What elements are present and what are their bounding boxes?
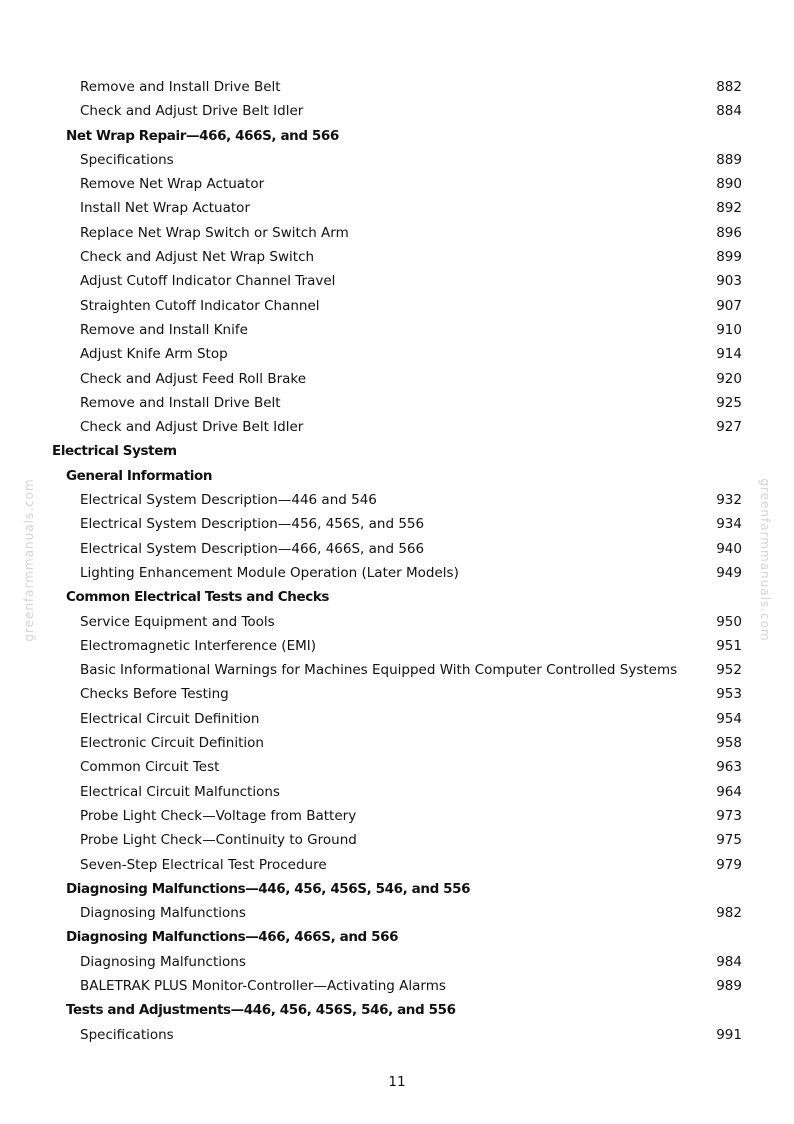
toc-entry[interactable]: [0, 853, 794, 877]
toc-entry-title: Checks Before Testing: [80, 686, 229, 703]
toc-entry[interactable]: [0, 682, 794, 706]
toc-entry-title: Diagnosing Malfunctions—446, 456, 456S, 546, and 556: [66, 880, 471, 897]
toc-entry[interactable]: [0, 148, 794, 172]
toc-entry-page-number: 953: [716, 686, 742, 703]
toc-entry[interactable]: [0, 804, 794, 828]
toc-entry[interactable]: [0, 828, 794, 852]
toc-entry[interactable]: [0, 634, 794, 658]
toc-entry-title: Electrical System Description—446 and 546: [80, 492, 377, 509]
toc-entry-title: Electrical Circuit Malfunctions: [80, 783, 280, 800]
toc-entry-page-number: 940: [716, 540, 742, 557]
toc-entry[interactable]: [0, 269, 794, 293]
toc-entry[interactable]: [0, 488, 794, 512]
toc-entry-page-number: 975: [716, 832, 742, 849]
toc-entry-page-number: 890: [716, 176, 742, 193]
toc-entry-page-number: 934: [716, 516, 742, 533]
toc-entry[interactable]: [0, 512, 794, 536]
toc-entry-page-number: 882: [716, 79, 742, 95]
toc-entry-title: Adjust Cutoff Indicator Channel Travel: [80, 273, 336, 290]
toc-entry-title: Diagnosing Malfunctions: [80, 905, 246, 922]
toc-subsection-heading[interactable]: [0, 585, 794, 609]
toc-entry-title: Electrical System Description—456, 456S, and 556: [80, 516, 425, 533]
toc-entry-page-number: 952: [716, 662, 742, 679]
toc-entry[interactable]: [0, 172, 794, 196]
toc-entry-title: Replace Net Wrap Switch or Switch Arm: [80, 224, 349, 241]
toc-entry-title: Basic Informational Warnings for Machines Equipped With Computer Controlled Systems: [80, 662, 678, 679]
toc-entry-page-number: 984: [716, 953, 742, 970]
toc-entry-page-number: 925: [716, 394, 742, 411]
toc-entry-page-number: 979: [716, 856, 742, 873]
toc-entry-title: Install Net Wrap Actuator: [80, 200, 250, 217]
toc-entry-title: Remove and Install Drive Belt: [80, 79, 281, 95]
toc-entry[interactable]: [0, 318, 794, 342]
toc-entry-title: Probe Light Check—Voltage from Battery: [80, 807, 357, 824]
toc-entry-title: Remove and Install Knife: [80, 321, 248, 338]
toc-entry-title: Seven-Step Electrical Test Procedure: [80, 856, 327, 873]
toc-entry-title: Net Wrap Repair—466, 466S, and 566: [66, 127, 339, 144]
toc-entry[interactable]: [0, 294, 794, 318]
toc-entry-title: Electronic Circuit Definition: [80, 735, 264, 752]
toc-entry[interactable]: [0, 561, 794, 585]
toc-entry-title: Adjust Knife Arm Stop: [80, 346, 228, 363]
toc-entry-page-number: 963: [716, 759, 742, 776]
toc-entry[interactable]: [0, 950, 794, 974]
toc-entry-title: BALETRAK PLUS Monitor-Controller—Activating Alarms: [80, 977, 446, 994]
toc-entry[interactable]: [0, 221, 794, 245]
page-number: 11: [388, 1074, 406, 1090]
toc-entry-page-number: 991: [716, 1026, 742, 1043]
toc-entry[interactable]: [0, 75, 794, 99]
toc-entry-title: Lighting Enhancement Module Operation (Later Models): [80, 564, 459, 581]
toc-entry-title: Diagnosing Malfunctions—466, 466S, and 566: [66, 929, 399, 946]
toc-entry-title: Electrical System Description—466, 466S, and 566: [80, 540, 425, 557]
toc-entry-page-number: 958: [716, 735, 742, 752]
toc-entry-page-number: 910: [716, 321, 742, 338]
toc-entry-title: Specifications: [80, 151, 174, 168]
watermark-right: greenfarmmanuals.com: [758, 478, 772, 642]
toc-entry-page-number: 892: [716, 200, 742, 217]
toc-entry[interactable]: [0, 391, 794, 415]
toc-entry[interactable]: [0, 99, 794, 123]
toc-entry-title: Common Circuit Test: [80, 759, 220, 776]
toc-entry-title: Straighten Cutoff Indicator Channel: [80, 297, 320, 314]
toc-entry-page-number: 950: [716, 613, 742, 630]
watermark-left: greenfarmmanuals.com: [22, 478, 36, 642]
toc-entry-title: Specifications: [80, 1026, 174, 1043]
toc-entry-page-number: 903: [716, 273, 742, 290]
toc-entry[interactable]: [0, 367, 794, 391]
toc-entry[interactable]: [0, 415, 794, 439]
toc-entry-page-number: 899: [716, 249, 742, 266]
toc-entry-page-number: 982: [716, 905, 742, 922]
toc-entry-page-number: 954: [716, 710, 742, 727]
table-of-contents: [0, 75, 794, 1047]
toc-subsection-heading[interactable]: [0, 925, 794, 949]
toc-entry-page-number: 989: [716, 977, 742, 994]
toc-entry[interactable]: [0, 974, 794, 998]
toc-entry-page-number: 889: [716, 151, 742, 168]
toc-entry-title: Electrical Circuit Definition: [80, 710, 260, 727]
toc-entry-title: Common Electrical Tests and Checks: [66, 589, 330, 606]
toc-subsection-heading[interactable]: [0, 124, 794, 148]
toc-entry[interactable]: [0, 755, 794, 779]
toc-entry-title: Check and Adjust Drive Belt Idler: [80, 103, 304, 120]
toc-entry-title: Check and Adjust Drive Belt Idler: [80, 419, 304, 436]
toc-entry[interactable]: [0, 780, 794, 804]
toc-entry-title: Electromagnetic Interference (EMI): [80, 637, 316, 654]
toc-subsection-heading[interactable]: [0, 464, 794, 488]
toc-entry[interactable]: [0, 707, 794, 731]
toc-entry[interactable]: [0, 196, 794, 220]
toc-subsection-heading[interactable]: [0, 998, 794, 1022]
toc-entry-page-number: 949: [716, 564, 742, 581]
toc-entry[interactable]: [0, 342, 794, 366]
toc-entry[interactable]: [0, 658, 794, 682]
toc-entry[interactable]: [0, 1023, 794, 1047]
toc-entry[interactable]: [0, 610, 794, 634]
toc-entry-page-number: 927: [716, 419, 742, 436]
toc-entry-page-number: 884: [716, 103, 742, 120]
toc-entry[interactable]: [0, 245, 794, 269]
toc-entry-title: General Information: [66, 467, 213, 484]
toc-entry-page-number: 964: [716, 783, 742, 800]
toc-entry-title: Remove Net Wrap Actuator: [80, 176, 265, 193]
toc-entry-page-number: 951: [716, 637, 742, 654]
toc-section-heading[interactable]: [0, 439, 794, 463]
toc-entry-page-number: 920: [716, 370, 742, 387]
toc-entry-title: Probe Light Check—Continuity to Ground: [80, 832, 357, 849]
toc-entry-title: Diagnosing Malfunctions: [80, 953, 246, 970]
toc-entry[interactable]: [0, 901, 794, 925]
toc-entry-page-number: 896: [716, 224, 742, 241]
toc-subsection-heading[interactable]: [0, 877, 794, 901]
toc-entry-title: Check and Adjust Feed Roll Brake: [80, 370, 307, 387]
toc-entry-page-number: 932: [716, 492, 742, 509]
toc-entry[interactable]: [0, 731, 794, 755]
toc-entry-title: Remove and Install Drive Belt: [80, 394, 281, 411]
toc-entry[interactable]: [0, 537, 794, 561]
toc-entry-title: Service Equipment and Tools: [80, 613, 275, 630]
toc-entry-page-number: 973: [716, 807, 742, 824]
toc-entry-title: Check and Adjust Net Wrap Switch: [80, 249, 315, 266]
toc-entry-title: Electrical System: [52, 443, 177, 460]
toc-entry-page-number: 907: [716, 297, 742, 314]
toc-entry-title: Tests and Adjustments—446, 456, 456S, 546, and 556: [66, 1002, 456, 1019]
toc-entry-page-number: 914: [716, 346, 742, 363]
